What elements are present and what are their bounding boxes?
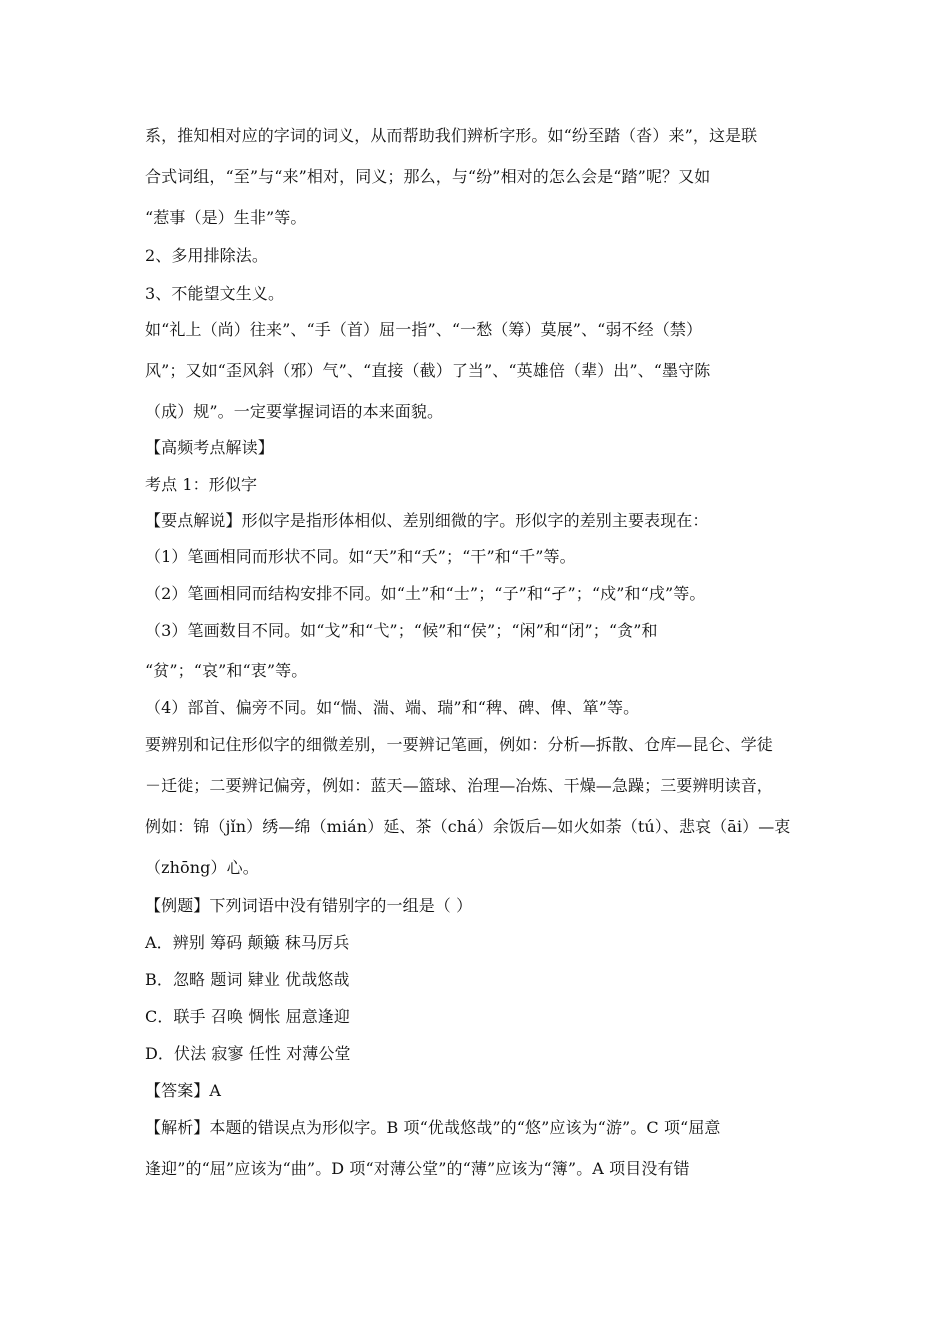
analysis-line: 【解析】本题的错误点为形似字。B 项“优哉悠哉”的“悠”应该为“游”。C 项“屈意 [145,1118,721,1137]
paragraph-line: 如“礼上（尚）往来”、“手（首）屈一指”、“一愁（筹）莫展”、“弱不经（禁） [145,320,703,339]
option-b: B．忽略 题词 肄业 优哉悠哉 [145,970,350,989]
list-item: （3）笔画数目不同。如“戈”和“弋”；“候”和“侯”；“闲”和“闭”；“贪”和 [145,621,658,640]
list-item: 2、多用排除法。 [145,246,268,265]
paragraph-line: 【要点解说】形似字是指形体相似、差别细微的字。形似字的差别主要表现在： [145,511,709,530]
paragraph-line: “惹事（是）生非”等。 [145,208,307,227]
paragraph-line: －迁徙；二要辨记偏旁，例如：蓝天—篮球、治理—冶炼、干燥—急躁；三要辨明读音， [145,776,773,795]
paragraph-line: 系，推知相对应的字词的词义，从而帮助我们辨析字形。如“纷至踏（沓）来”，这是联 [145,126,758,145]
option-a: A．辨别 筹码 颠簸 秣马厉兵 [145,933,350,952]
paragraph-line: 例如：锦（jǐn）绣—绵（mián）延、茶（chá）余饭后—如火如荼（tú）、悲哀（āi）—衷 [145,817,791,836]
option-d: D．伏法 寂寥 任性 对薄公堂 [145,1044,351,1063]
paragraph-line: （成）规”。一定要掌握词语的本来面貌。 [145,402,444,421]
list-item: （2）笔画相同而结构安排不同。如“土”和“士”；“子”和“孑”；“戍”和“戌”等。 [145,584,706,603]
analysis-line: 逢迎”的“屈”应该为“曲”。D 项“对薄公堂”的“薄”应该为“簿”。A 项目没有错 [145,1159,690,1178]
example-question: 【例题】下列词语中没有错别字的一组是（ ） [145,896,473,915]
section-heading: 【高频考点解读】 [145,438,274,457]
list-item: “贫”；“哀”和“衷”等。 [145,661,308,680]
answer-line: 【答案】A [145,1081,222,1100]
paragraph-line: 要辨别和记住形似字的细微差别，一要辨记笔画，例如：分析—拆散、仓库—昆仑、学徒 [145,735,773,754]
list-item: （4）部首、偏旁不同。如“惴、湍、端、瑞”和“稗、碑、俾、箪”等。 [145,698,640,717]
subsection-heading: 考点 1：形似字 [145,475,258,494]
paragraph-line: 合式词组，“至”与“来”相对，同义；那么，与“纷”相对的怎么会是“踏”呢？又如 [145,167,711,186]
option-c: C．联手 召唤 惆怅 屈意逢迎 [145,1007,351,1026]
list-item: （1）笔画相同而形状不同。如“天”和“夭”；“干”和“千”等。 [145,547,576,566]
paragraph-line: （zhōng）心。 [145,858,259,877]
list-item: 3、不能望文生义。 [145,284,285,303]
paragraph-line: 风”；又如“歪风斜（邪）气”、“直接（截）了当”、“英雄倍（辈）出”、“墨守陈 [145,361,711,380]
